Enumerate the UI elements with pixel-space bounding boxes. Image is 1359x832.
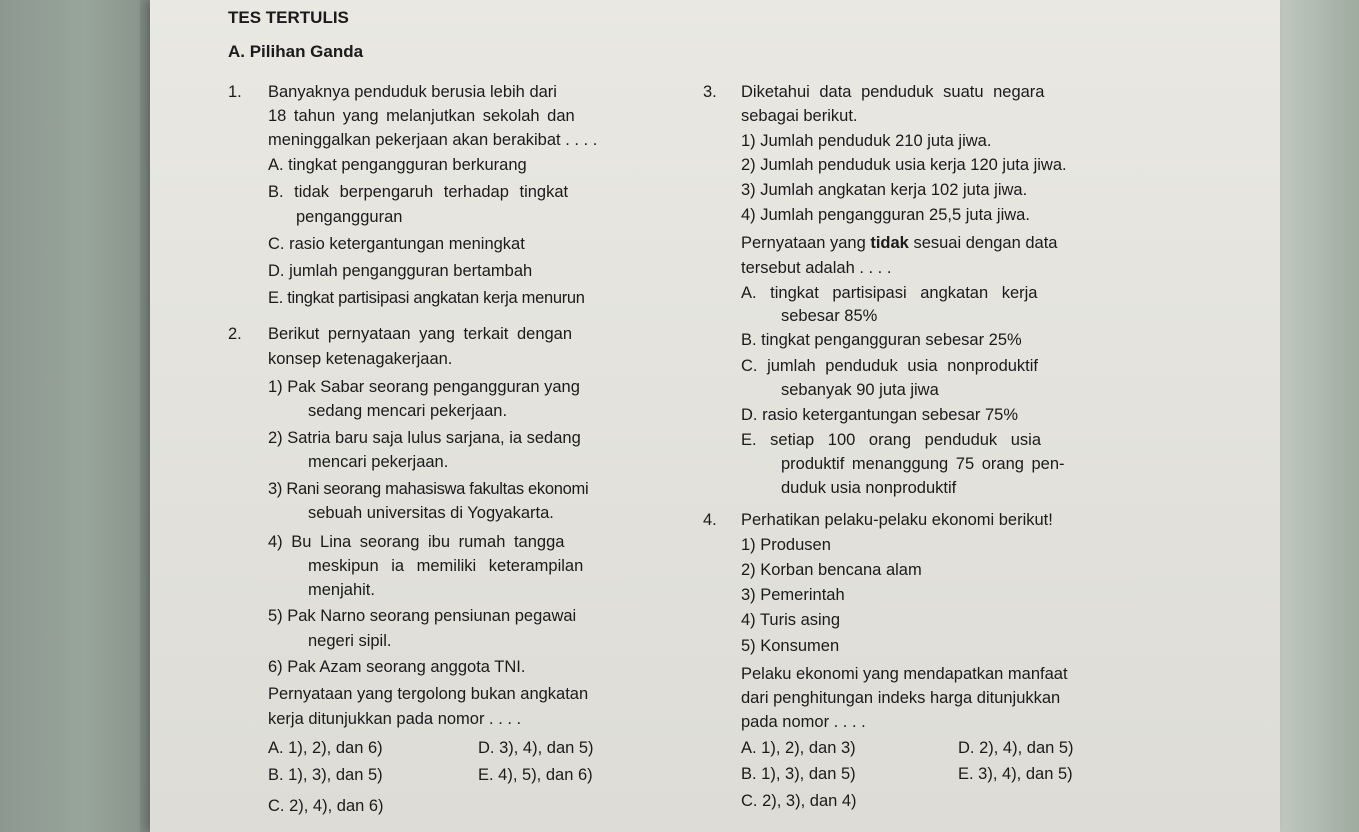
q4-option-b[interactable]: B. 1), 3), dan 5): [741, 765, 856, 783]
background-left: [0, 0, 140, 832]
q4-line: Perhatikan pelaku-pelaku ekonomi berikut!: [741, 511, 1053, 529]
q2-statement: 4) Bu Lina seorang ibu rumah tangga: [268, 533, 565, 551]
q3-option-c[interactable]: C. jumlah penduduk usia nonproduktif: [741, 357, 1039, 375]
q2-statement: 3) Rani seorang mahasiswa fakultas ekonomi: [268, 480, 589, 498]
q1-option-b-cont: pengangguran: [296, 208, 403, 226]
background-right: [1269, 0, 1359, 832]
q2-option-e[interactable]: E. 4), 5), dan 6): [478, 766, 593, 784]
q2-statement: 1) Pak Sabar seorang pengangguran yang: [268, 378, 580, 396]
page-title: TES TERTULIS: [228, 8, 349, 27]
q1-option-b[interactable]: B. tidak berpengaruh terhadap tingkat: [268, 183, 569, 201]
q2-prompt-1: Pernyataan yang tergolong bukan angkatan: [268, 685, 589, 703]
q2-prompt-2: kerja ditunjukkan pada nomor . . . .: [268, 710, 522, 728]
q4-item: 3) Pemerintah: [741, 586, 845, 604]
q3-option-e-cont: duduk usia nonproduktif: [781, 479, 957, 497]
q2-line-1: Berikut pernyataan yang terkait dengan: [268, 325, 573, 343]
q3-prompt-1: Pernyataan yang tidak sesuai dengan data: [741, 234, 1058, 252]
q3-option-d[interactable]: D. rasio ketergantungan sebesar 75%: [741, 406, 1019, 424]
q3-line-1: Diketahui data penduduk suatu negara: [741, 83, 1045, 101]
q4-prompt-1: Pelaku ekonomi yang mendapatkan manfaat: [741, 665, 1068, 683]
q3-option-b[interactable]: B. tingkat pengangguran sebesar 25%: [741, 331, 1022, 349]
q3-number: 3.: [703, 83, 717, 101]
q3-line-2: sebagai berikut.: [741, 107, 858, 125]
worksheet-page: [150, 0, 1280, 832]
q3-prompt-2: tersebut adalah . . . .: [741, 259, 892, 277]
q1-option-d[interactable]: D. jumlah pengangguran bertambah: [268, 262, 533, 280]
q2-statement: sebuah universitas di Yogyakarta.: [308, 504, 554, 522]
q4-option-c[interactable]: C. 2), 3), dan 4): [741, 792, 857, 810]
q2-line-2: konsep ketenagakerjaan.: [268, 350, 453, 368]
q4-item: 2) Korban bencana alam: [741, 561, 922, 579]
q3-option-a-cont: sebesar 85%: [781, 307, 878, 325]
q2-statement: 6) Pak Azam seorang anggota TNI.: [268, 658, 526, 676]
q1-number: 1.: [228, 83, 242, 101]
q4-item: 5) Konsumen: [741, 637, 840, 655]
q2-statement: 2) Satria baru saja lulus sarjana, ia sedang: [268, 429, 581, 447]
q3-option-e[interactable]: E. setiap 100 orang penduduk usia: [741, 431, 1042, 449]
q3-option-c-cont: sebanyak 90 juta jiwa: [781, 381, 939, 399]
q1-line-1: Banyaknya penduduk berusia lebih dari: [268, 83, 557, 101]
q3-fact: 1) Jumlah penduduk 210 juta jiwa.: [741, 132, 992, 150]
q2-number: 2.: [228, 325, 242, 343]
q2-statement: sedang mencari pekerjaan.: [308, 402, 508, 420]
q4-prompt-2: dari penghitungan indeks harga ditunjukkan: [741, 689, 1061, 707]
q4-item: 4) Turis asing: [741, 611, 841, 629]
section-title: A. Pilihan Ganda: [228, 42, 364, 61]
q4-option-a[interactable]: A. 1), 2), dan 3): [741, 739, 856, 757]
q2-statement: 5) Pak Narno seorang pensiunan pegawai: [268, 607, 577, 625]
q2-option-a[interactable]: A. 1), 2), dan 6): [268, 739, 383, 757]
q4-option-d[interactable]: D. 2), 4), dan 5): [958, 739, 1074, 757]
q3-fact: 4) Jumlah pengangguran 25,5 juta jiwa.: [741, 206, 1030, 224]
q3-fact: 3) Jumlah angkatan kerja 102 juta jiwa.: [741, 181, 1028, 199]
q4-prompt-3: pada nomor . . . .: [741, 713, 866, 731]
q3-fact: 2) Jumlah penduduk usia kerja 120 juta jiwa.: [741, 156, 1067, 174]
q2-statement: meskipun ia memiliki keterampilan: [308, 557, 584, 575]
q2-option-d[interactable]: D. 3), 4), dan 5): [478, 739, 594, 757]
q4-item: 1) Produsen: [741, 536, 831, 554]
q2-statement: mencari pekerjaan.: [308, 453, 449, 471]
q3-option-e-cont: produktif menanggung 75 orang pen-: [781, 455, 1065, 473]
q1-line-3: meninggalkan pekerjaan akan berakibat . . . .: [268, 131, 598, 149]
q2-option-b[interactable]: B. 1), 3), dan 5): [268, 766, 383, 784]
q1-option-c[interactable]: C. rasio ketergantungan meningkat: [268, 235, 525, 253]
q3-option-a[interactable]: A. tingkat partisipasi angkatan kerja: [741, 284, 1038, 302]
q2-statement: menjahit.: [308, 581, 375, 599]
q1-line-2: 18 tahun yang melanjutkan sekolah dan: [268, 107, 575, 125]
q4-option-e[interactable]: E. 3), 4), dan 5): [958, 765, 1073, 783]
q2-statement: negeri sipil.: [308, 632, 392, 650]
q4-number: 4.: [703, 511, 717, 529]
q1-option-e[interactable]: E. tingkat partisipasi angkatan kerja menurun: [268, 289, 585, 307]
q2-option-c[interactable]: C. 2), 4), dan 6): [268, 797, 384, 815]
q1-option-a[interactable]: A. tingkat pengangguran berkurang: [268, 156, 527, 174]
